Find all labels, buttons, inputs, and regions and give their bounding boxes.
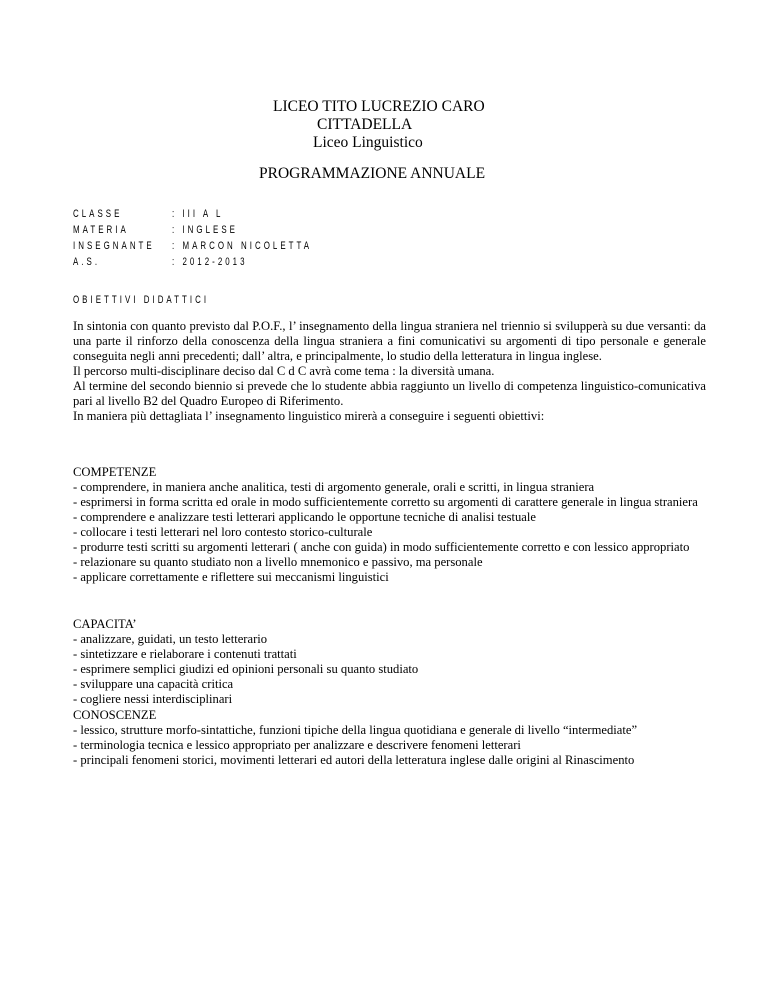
school-course: Liceo Linguistico bbox=[313, 134, 423, 151]
list-item: - esprimersi in forma scritta ed orale in modo sufficientemente corretto su argomenti di carattere generale in lingua straniera bbox=[73, 495, 698, 509]
list-item: - collocare i testi letterari nel loro contesto storico-culturale bbox=[73, 525, 373, 539]
intro-paragraph: Al termine del secondo biennio si prevede che lo studente abbia raggiunto un livello di competenza linguistico-comunicativa pari al livello B2 del Quadro Europeo di Riferimento. bbox=[73, 379, 706, 408]
intro-paragraph: In sintonia con quanto previsto dal P.O.F., l’ insegnamento della lingua straniera nel triennio si svilupperà su due versanti: da una parte il rinforzo della conoscenza della lingua straniera a fini comunicativi su argomenti di tipo personale e generale conseguita negli anni precedenti; dall’ altra, e principalmente, lo studio della letteratura in lingua inglese. bbox=[73, 319, 706, 363]
info-value: : 2012-2013 bbox=[172, 256, 248, 268]
conoscenze-section bbox=[73, 708, 706, 768]
list-item: - comprendere, in maniera anche analitica, testi di argomento generale, orali e scritti, in lingua straniera bbox=[73, 480, 595, 494]
info-value: : MARCON NICOLETTA bbox=[172, 240, 313, 252]
list-item: - esprimere semplici giudizi ed opinioni personali su quanto studiato bbox=[73, 662, 419, 676]
section-title: COMPETENZE bbox=[73, 465, 157, 479]
list-item: - applicare correttamente e riflettere sui meccanismi linguistici bbox=[73, 570, 389, 584]
info-row-school-year bbox=[73, 254, 473, 270]
objectives-heading: OBIETTIVI DIDATTICI bbox=[73, 294, 210, 306]
info-label: MATERIA bbox=[73, 224, 129, 236]
list-item: - terminologia tecnica e lessico appropriato per analizzare e descrivere fenomeni letterari bbox=[73, 738, 521, 752]
list-item: - lessico, strutture morfo-sintattiche, funzioni tipiche della lingua quotidiana e generale di livello “intermediate” bbox=[73, 723, 638, 737]
intro-paragraph: In maniera più dettagliata l’ insegnamento linguistico mirerà a conseguire i seguenti obiettivi: bbox=[73, 409, 545, 423]
list-item: - analizzare, guidati, un testo letterario bbox=[73, 632, 268, 646]
document-title: PROGRAMMAZIONE ANNUALE bbox=[259, 165, 486, 182]
intro-paragraph: Il percorso multi-disciplinare deciso dal C d C avrà come tema : la diversità umana. bbox=[73, 364, 495, 378]
section-title: CAPACITA’ bbox=[73, 617, 137, 631]
list-item: - relazionare su quanto studiato non a livello mnemonico e passivo, ma personale bbox=[73, 555, 483, 569]
list-item: - produrre testi scritti su argomenti letterari ( anche con guida) in modo sufficientemente corretto e con lessico appropriato bbox=[73, 540, 690, 554]
info-value: : INGLESE bbox=[172, 224, 238, 236]
competenze-section bbox=[73, 465, 706, 585]
info-label: A.S. bbox=[73, 256, 101, 268]
section-title: CONOSCENZE bbox=[73, 708, 157, 722]
info-label: CLASSE bbox=[73, 208, 123, 220]
list-item: - principali fenomeni storici, movimenti letterari ed autori della letteratura inglese dalle origini al Rinascimento bbox=[73, 753, 635, 767]
list-item: - comprendere e analizzare testi letterari applicando le opportune tecniche di analisi testuale bbox=[73, 510, 536, 524]
school-name: LICEO TITO LUCREZIO CARO bbox=[273, 98, 485, 115]
info-value: : III A L bbox=[172, 208, 224, 220]
course-info-table bbox=[73, 206, 473, 270]
list-item: - sintetizzare e rielaborare i contenuti trattati bbox=[73, 647, 297, 661]
info-row-class bbox=[73, 206, 473, 222]
info-row-teacher bbox=[73, 238, 473, 254]
capacita-section bbox=[73, 617, 706, 707]
school-city: CITTADELLA bbox=[317, 116, 413, 133]
list-item: - sviluppare una capacità critica bbox=[73, 677, 234, 691]
info-row-subject bbox=[73, 222, 473, 238]
list-item: - cogliere nessi interdisciplinari bbox=[73, 692, 233, 706]
info-label: INSEGNANTE bbox=[73, 240, 155, 252]
intro-text bbox=[73, 319, 706, 424]
